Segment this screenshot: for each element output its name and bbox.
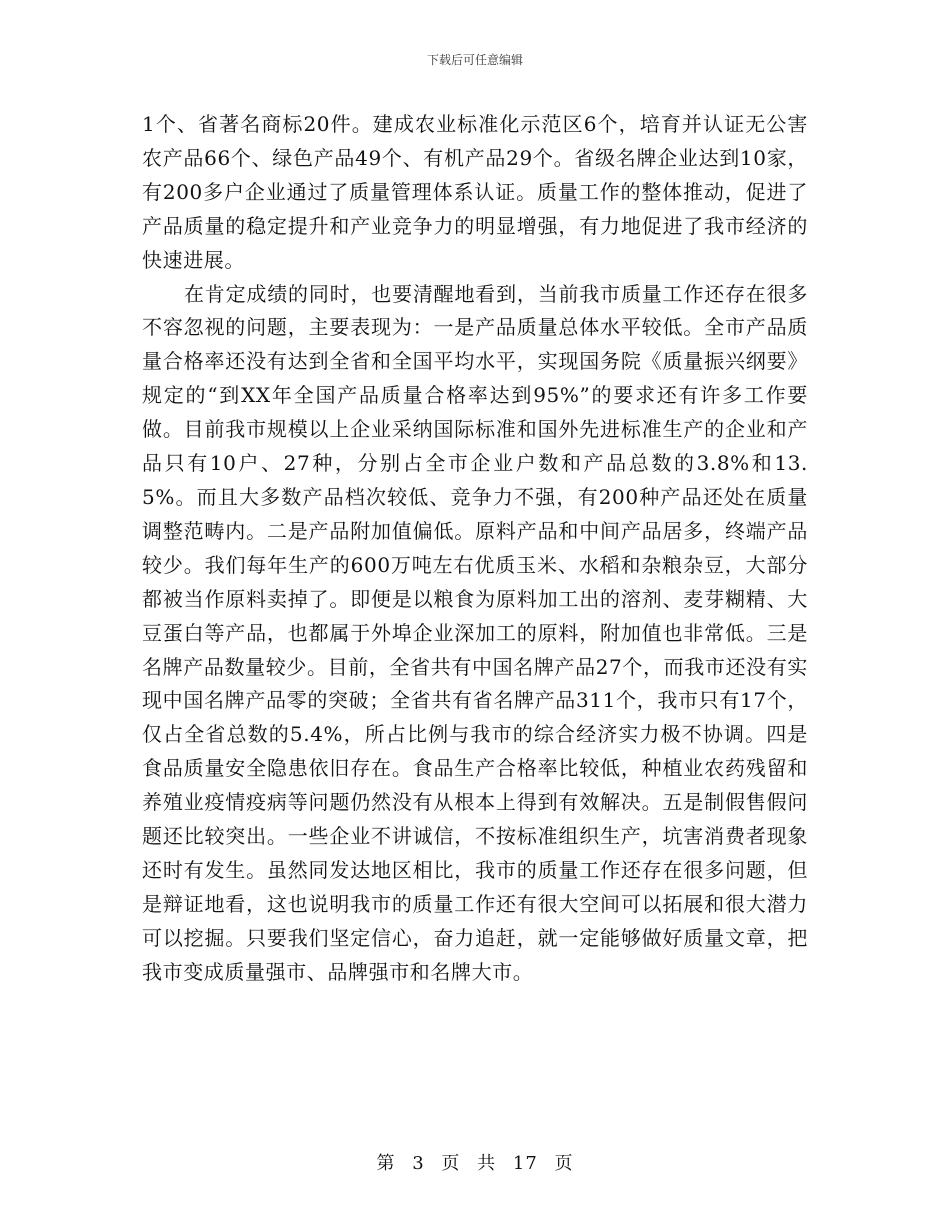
footer-total-pages: 17 <box>512 1153 538 1174</box>
paragraph-1: 1个、省著名商标20件。建成农业标准化示范区6个，培育并认证无公害农产品66个、绿色产品49个、有机产品29个。省级名牌企业达到10家，有200多户企业通过了质量管理体系认证。质量工作的整体推动，促进了产品质量的稳定提升和产业竞争力的明显增强，有力地促进了我市经济的快速进展。 <box>142 112 808 272</box>
document-body <box>142 108 808 990</box>
footer-page-suffix: 页 <box>554 1153 574 1174</box>
paragraph-2: 在肯定成绩的同时，也要清醒地看到，当前我市质量工作还存在很多不容忽视的问题，主要表现为：一是产品质量总体水平较低。全市产品质量合格率还没有达到全省和全国平均水平，实现国务院《质量振兴纲要》规定的“到XX年全国产品质量合格率达到95%”的要求还有许多工作要做。目前我市规模以上企业采纳国际标准和国外先进标准生产的企业和产品只有10户、27种，分别占全市企业户数和产品总数的3.8%和13.5%。而且大多数产品档次较低、竞争力不强，有200种产品还处在质量调整范畴内。二是产品附加值偏低。原料产品和中间产品居多，终端产品较少。我们每年生产的600万吨左右优质玉米、水稻和杂粮杂豆，大部分都被当作原料卖掉了。即便是以粮食为原料加工出的溶剂、麦芽糊精、大豆蛋白等产品，也都属于外埠企业深加工的原料，附加值也非常低。三是名牌产品数量较少。目前，全省共有中国名牌产品27个，而我市还没有实现中国名牌产品零的突破；全省共有省名牌产品311个，我市只有17个，仅占全省总数的5.4%，所占比例与我市的综合经济实力极不协调。四是食品质量安全隐患依旧存在。食品生产合格率比较低，种植业农药残留和养殖业疫情疫病等问题仍然没有从根本上得到有效解决。五是制假售假问题还比较突出。一些企业不讲诚信，不按标准组织生产，坑害消费者现象还时有发生。虽然同发达地区相比，我市的质量工作还存在很多问题，但是辩证地看，这也说明我市的质量工作还有很大空间可以拓展和很大潜力可以挖掘。只要我们坚定信心，奋力追赶，就一定能够做好质量文章，把我市变成质量强市、品牌强市和名牌大市。 <box>142 281 808 984</box>
page-footer <box>0 1152 950 1176</box>
footer-page-prefix: 第 <box>376 1153 396 1174</box>
footer-total-word: 共 <box>477 1153 497 1174</box>
footer-current-page: 3 <box>412 1153 425 1174</box>
header-text: 下载后可任意编辑 <box>426 53 523 67</box>
page-header <box>0 52 950 68</box>
footer-page-word: 页 <box>441 1153 461 1174</box>
